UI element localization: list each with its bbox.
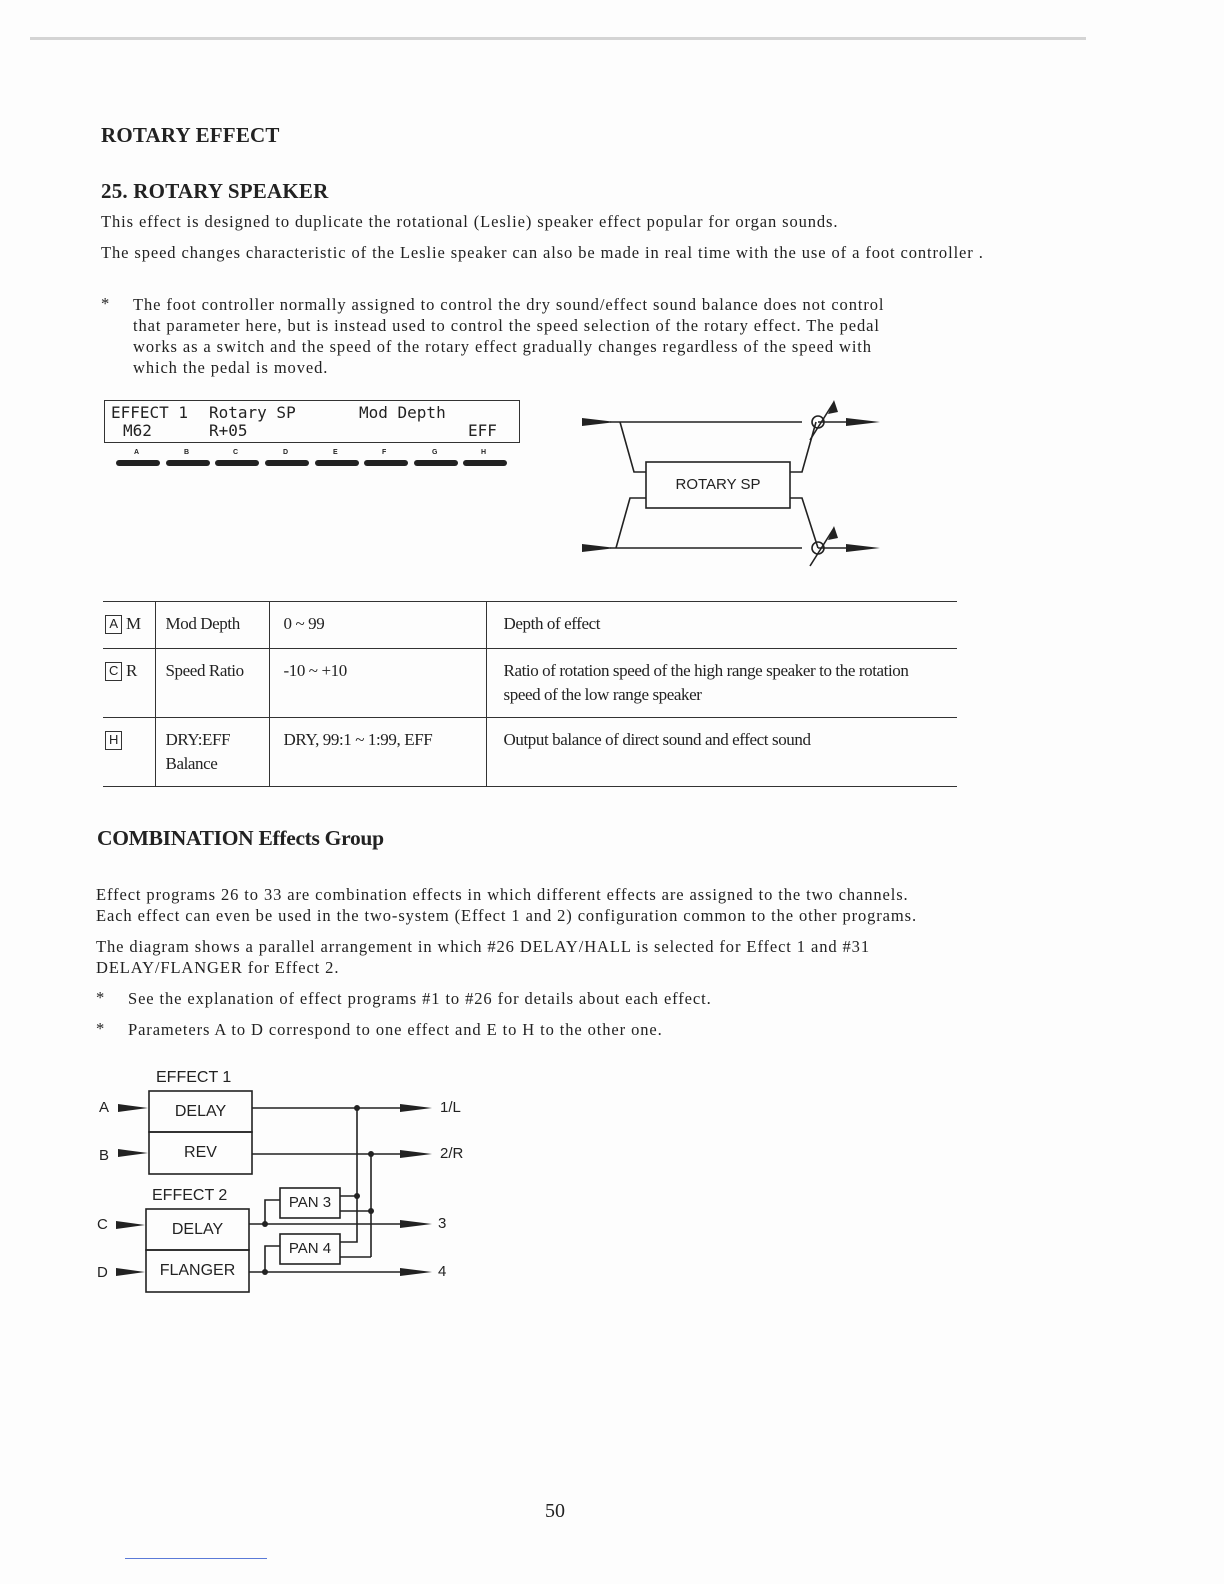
junction-dot	[262, 1221, 268, 1227]
page-number: 50	[545, 1500, 565, 1522]
param-key-cell	[103, 602, 155, 649]
table-row	[103, 718, 957, 787]
block-delay-1-label: DELAY	[174, 1103, 227, 1120]
output-3-arrow-icon	[400, 1220, 432, 1228]
param-name: Speed Ratio	[155, 649, 269, 718]
param-key-cell	[103, 649, 155, 718]
note-line: The foot controller normally assigned to control the dry sound/effect sound balance does not control	[133, 295, 885, 314]
note-line: works as a switch and the speed of the rotary effect gradually changes regardless of the speed with	[133, 337, 872, 356]
key-letter-b: B	[184, 449, 190, 456]
pan3-label: PAN 3	[288, 1194, 332, 1211]
lcd-key-d[interactable]	[265, 460, 309, 466]
param-key-cell	[103, 718, 155, 787]
lcd-key-b[interactable]	[166, 460, 210, 466]
input-c-label: C	[97, 1216, 108, 1233]
input-b-arrow-icon	[118, 1149, 148, 1157]
key-letter-h: H	[481, 449, 487, 456]
paragraph-intro: This effect is designed to duplicate the rotational (Leslie) speaker effect popular for organ sounds.	[101, 212, 839, 231]
note-bullet: *	[101, 294, 110, 313]
paragraph-foot-controller: The speed changes characteristic of the Leslie speaker can also be made in real time with the use of a foot controller .	[101, 243, 984, 262]
lcd-key-h[interactable]	[463, 460, 507, 466]
bottom-input-arrow-icon	[582, 544, 616, 552]
combination-line: Effect programs 26 to 33 are combination effects in which different effects are assigned to the two channels.	[96, 885, 909, 904]
key-letter-c: C	[233, 449, 239, 456]
section-title: ROTARY EFFECT	[101, 123, 280, 147]
bottom-left-feed	[616, 498, 646, 548]
combination-note-2: Parameters A to D correspond to one effect and E to H to the other one.	[128, 1020, 663, 1039]
lcd-param-name: Mod Depth	[359, 403, 446, 422]
output-1-arrow-icon	[400, 1104, 432, 1112]
block-rev-label: REV	[184, 1144, 217, 1161]
junction-dot	[354, 1193, 360, 1199]
top-input-arrow-icon	[582, 418, 616, 426]
lcd-effect-label: EFFECT 1	[111, 403, 189, 422]
rotary-box-label: ROTARY SP	[675, 476, 761, 493]
combination-line: Each effect can even be used in the two-system (Effect 1 and 2) configuration common to the other programs.	[96, 906, 917, 925]
table-row	[103, 602, 957, 649]
param-abbr: M	[126, 614, 141, 633]
param-name: DRY:EFF Balance	[155, 718, 269, 787]
note-bullet: *	[96, 1019, 105, 1038]
top-output-arrow-icon	[846, 418, 880, 426]
lcd-key-letters	[0, 449, 600, 459]
input-a-label: A	[99, 1099, 110, 1116]
lcd-key-f[interactable]	[364, 460, 408, 466]
key-letter-e: E	[333, 449, 338, 456]
note-bullet: *	[96, 988, 105, 1007]
param-description: Ratio of rotation speed of the high range speaker to the rotation speed of the low range speaker	[486, 649, 957, 718]
top-left-feed	[620, 422, 646, 472]
effect2-label: EFFECT 2	[152, 1187, 228, 1204]
input-a-arrow-icon	[118, 1104, 148, 1112]
pan4-label: PAN 4	[288, 1240, 332, 1257]
output-2-label: 2/R	[440, 1145, 464, 1162]
note-line: which the pedal is moved.	[133, 358, 329, 377]
key-letter-g: G	[432, 449, 438, 456]
junction-dot	[368, 1151, 374, 1157]
param-abbr: R	[126, 661, 137, 680]
lcd-value-h: EFF	[468, 421, 497, 440]
rotary-note	[133, 294, 1013, 378]
top-right-feed	[790, 422, 816, 472]
input-d-label: D	[97, 1264, 108, 1281]
lcd-value-c: R+05	[209, 421, 248, 440]
flanger-to-pan4	[265, 1246, 280, 1272]
output-3-label: 3	[438, 1215, 447, 1232]
output-4-arrow-icon	[400, 1268, 432, 1276]
param-key-box: H	[105, 731, 122, 750]
junction-dot	[354, 1105, 360, 1111]
input-c-arrow-icon	[116, 1221, 145, 1229]
lcd-key-e[interactable]	[315, 460, 359, 466]
lcd-key-c[interactable]	[215, 460, 259, 466]
bottom-link-line	[125, 1558, 267, 1559]
block-flanger-label: FLANGER	[159, 1262, 236, 1279]
lcd-program-name: Rotary SP	[209, 403, 296, 422]
output-1-label: 1/L	[440, 1099, 461, 1116]
combination-note-1: See the explanation of effect programs #1 to #26 for details about each effect.	[128, 989, 712, 1008]
output-2-arrow-icon	[400, 1150, 432, 1158]
delay2-to-pan3	[265, 1200, 280, 1224]
param-key-box: C	[105, 662, 122, 681]
combination-line: DELAY/FLANGER for Effect 2.	[96, 958, 340, 977]
lcd-key-a[interactable]	[116, 460, 160, 466]
combination-paragraph-1	[96, 884, 1016, 926]
lcd-value-a: M62	[123, 421, 152, 440]
junction-dot	[262, 1269, 268, 1275]
table-row	[103, 649, 957, 718]
lcd-display	[104, 400, 520, 443]
key-letter-f: F	[382, 449, 387, 456]
top-rule	[30, 37, 1086, 40]
junction-dot	[368, 1208, 374, 1214]
parameter-table	[103, 601, 957, 787]
param-name: Mod Depth	[155, 602, 269, 649]
combination-title: COMBINATION Effects Group	[97, 826, 384, 850]
combination-line: The diagram shows a parallel arrangement in which #26 DELAY/HALL is selected for Effect 1 and #31	[96, 937, 870, 956]
param-range: DRY, 99:1 ~ 1:99, EFF	[269, 718, 486, 787]
note-line: that parameter here, but is instead used to control the speed selection of the rotary effect. The pedal	[133, 316, 880, 335]
combination-paragraph-2	[96, 936, 1016, 978]
key-letter-a: A	[134, 449, 140, 456]
bottom-output-arrow-icon	[846, 544, 880, 552]
lcd-key-g[interactable]	[414, 460, 458, 466]
param-key-box: A	[105, 615, 122, 634]
top-variable-arrow	[810, 402, 834, 440]
output-4-label: 4	[438, 1263, 447, 1280]
param-description: Output balance of direct sound and effect sound	[486, 718, 957, 787]
input-d-arrow-icon	[116, 1268, 145, 1276]
key-letter-d: D	[283, 449, 289, 456]
effect1-label: EFFECT 1	[156, 1069, 232, 1086]
subsection-title: 25. ROTARY SPEAKER	[101, 179, 329, 203]
param-description: Depth of effect	[486, 602, 957, 649]
input-b-label: B	[99, 1147, 110, 1164]
param-range: 0 ~ 99	[269, 602, 486, 649]
pan4-out-l	[340, 1211, 357, 1242]
block-delay-2-label: DELAY	[171, 1221, 224, 1238]
param-range: -10 ~ +10	[269, 649, 486, 718]
bottom-right-feed	[790, 498, 818, 548]
